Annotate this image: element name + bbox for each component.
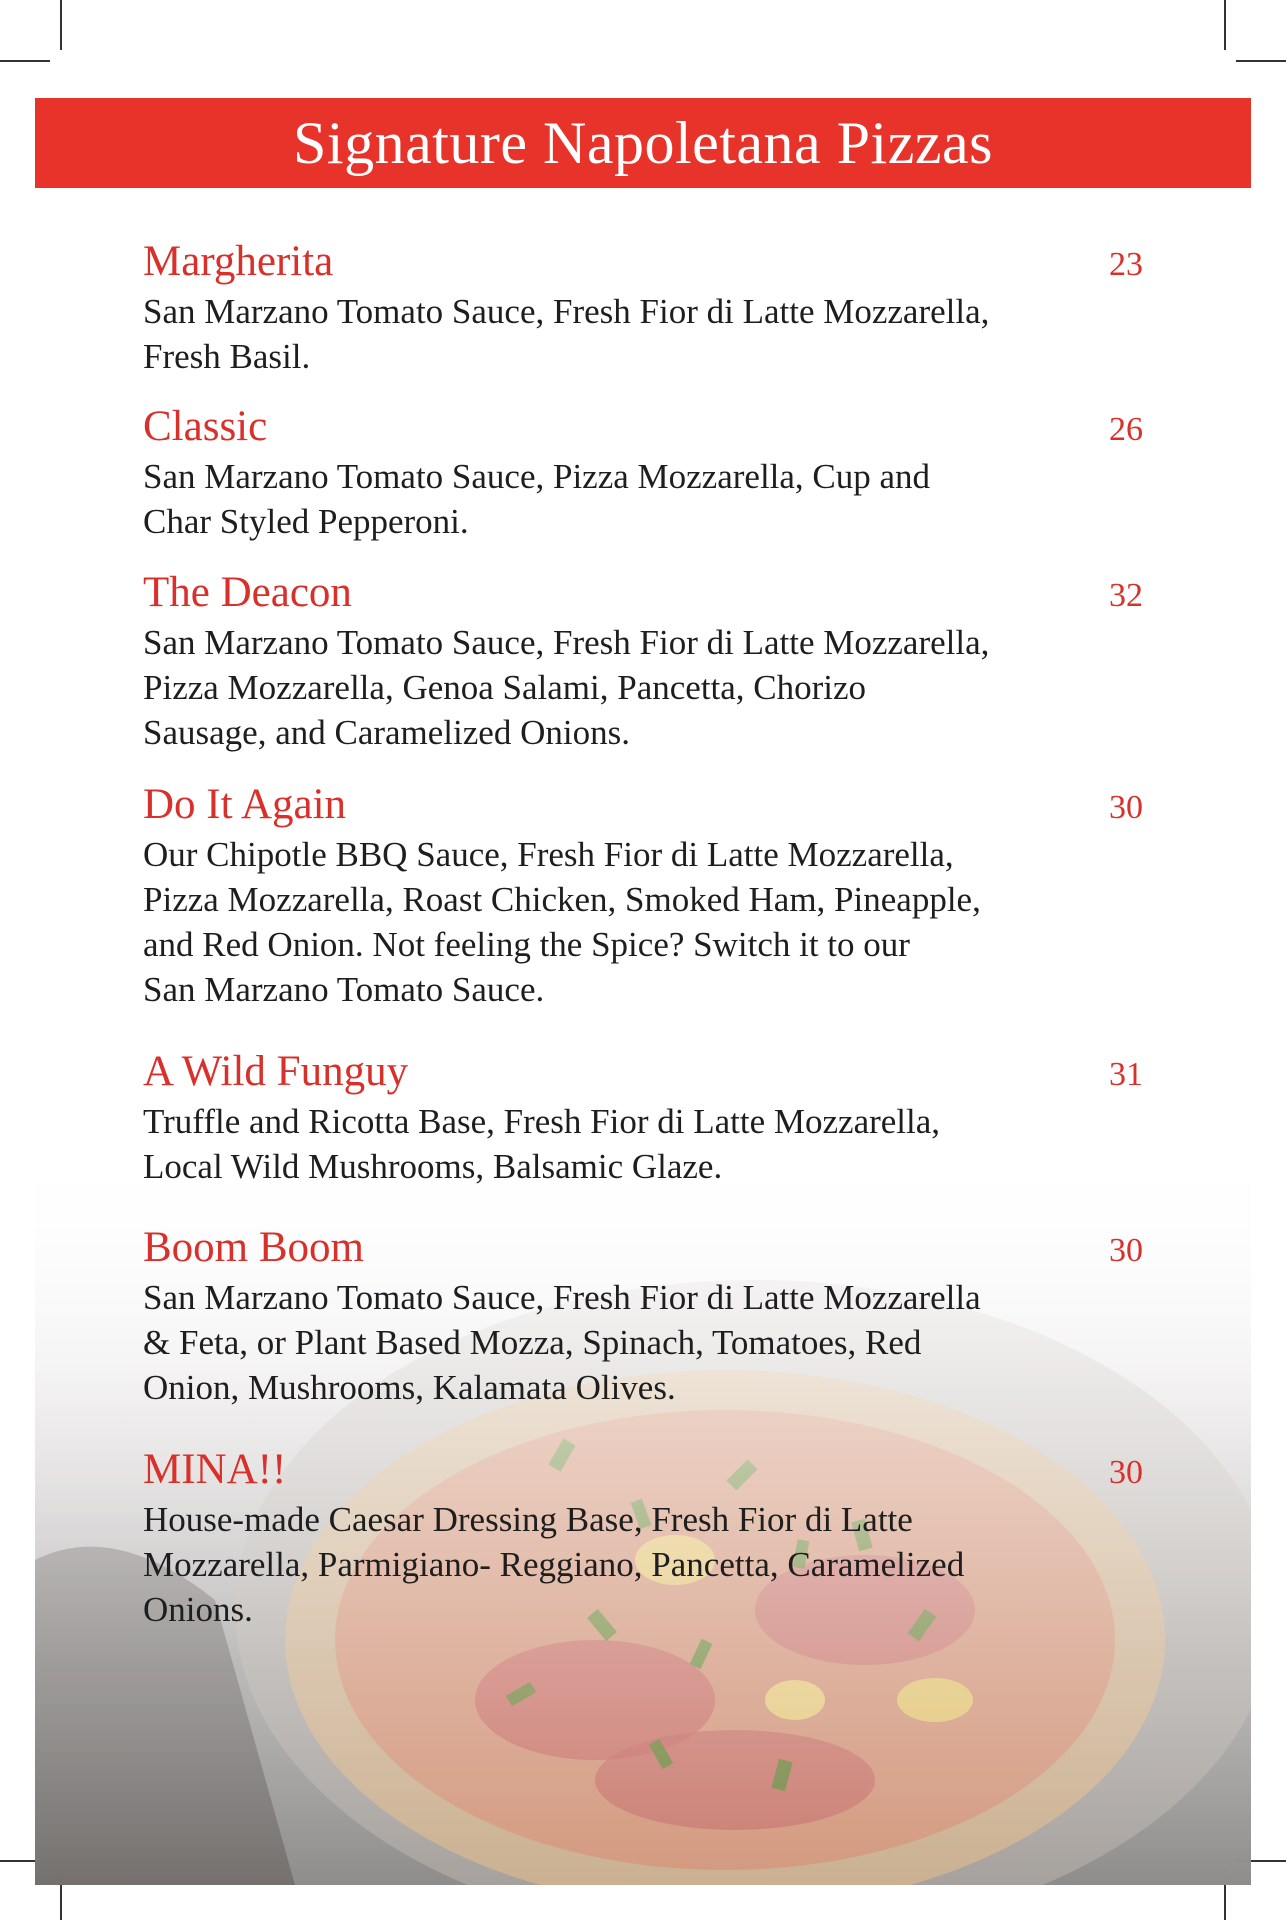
description-line: San Marzano Tomato Sauce. [143, 970, 545, 1009]
description-line: Truffle and Ricotta Base, Fresh Fior di Latte Mozzarella, [143, 1102, 941, 1141]
description-line: Pizza Mozzarella, Roast Chicken, Smoked Ham, Pineapple, [143, 880, 981, 919]
description-line: San Marzano Tomato Sauce, Fresh Fior di Latte Mozzarella [143, 1278, 981, 1317]
item-price: 30 [1109, 789, 1143, 826]
header-band [35, 98, 1251, 188]
description-line: & Feta, or Plant Based Mozza, Spinach, Tomatoes, Red [143, 1323, 922, 1362]
item-name: A Wild Funguy [143, 1048, 409, 1095]
item-description [143, 1275, 1143, 1410]
item-price: 30 [1109, 1232, 1143, 1269]
description-line: Fresh Basil. [143, 337, 311, 376]
menu-item [143, 403, 1143, 544]
item-name: Do It Again [143, 781, 347, 828]
description-line: House-made Caesar Dressing Base, Fresh Fior di Latte [143, 1500, 913, 1539]
description-line: San Marzano Tomato Sauce, Fresh Fior di Latte Mozzarella, [143, 292, 990, 331]
item-description [143, 620, 1143, 755]
description-line: and Red Onion. Not feeling the Spice? Switch it to our [143, 925, 910, 964]
item-description [143, 1497, 1143, 1632]
item-description [143, 454, 1143, 544]
crop-mark [1236, 60, 1286, 62]
menu-item [143, 1446, 1143, 1632]
description-line: San Marzano Tomato Sauce, Pizza Mozzarella, Cup and [143, 457, 931, 496]
menu-item [143, 569, 1143, 755]
item-price: 30 [1109, 1454, 1143, 1491]
menu-item [143, 1224, 1143, 1410]
item-name: Margherita [143, 238, 334, 285]
description-line: Mozzarella, Parmigiano- Reggiano, Pancetta, Caramelized [143, 1545, 965, 1584]
menu-item [143, 238, 1143, 379]
description-line: Sausage, and Caramelized Onions. [143, 713, 630, 752]
description-line: Our Chipotle BBQ Sauce, Fresh Fior di Latte Mozzarella, [143, 835, 954, 874]
item-price: 32 [1109, 577, 1143, 614]
crop-mark [0, 60, 50, 62]
item-description [143, 832, 1143, 1012]
menu-item [143, 781, 1143, 1012]
item-description [143, 1099, 1143, 1189]
page-title: Signature Napoletana Pizzas [293, 109, 993, 176]
menu-item [143, 1048, 1143, 1189]
item-name: Boom Boom [143, 1224, 365, 1271]
description-line: San Marzano Tomato Sauce, Fresh Fior di Latte Mozzarella, [143, 623, 990, 662]
item-price: 26 [1109, 411, 1143, 448]
item-name: MINA!! [143, 1446, 287, 1493]
crop-mark [60, 0, 62, 50]
item-price: 31 [1109, 1056, 1143, 1093]
description-line: Onions. [143, 1590, 253, 1629]
description-line: Local Wild Mushrooms, Balsamic Glaze. [143, 1147, 723, 1186]
description-line: Onion, Mushrooms, Kalamata Olives. [143, 1368, 676, 1407]
item-description [143, 289, 1143, 379]
item-name: Classic [143, 403, 268, 450]
item-price: 23 [1109, 246, 1143, 283]
crop-mark [1224, 0, 1226, 50]
description-line: Pizza Mozzarella, Genoa Salami, Pancetta, Chorizo [143, 668, 867, 707]
description-line: Char Styled Pepperoni. [143, 502, 469, 541]
item-name: The Deacon [143, 569, 352, 616]
